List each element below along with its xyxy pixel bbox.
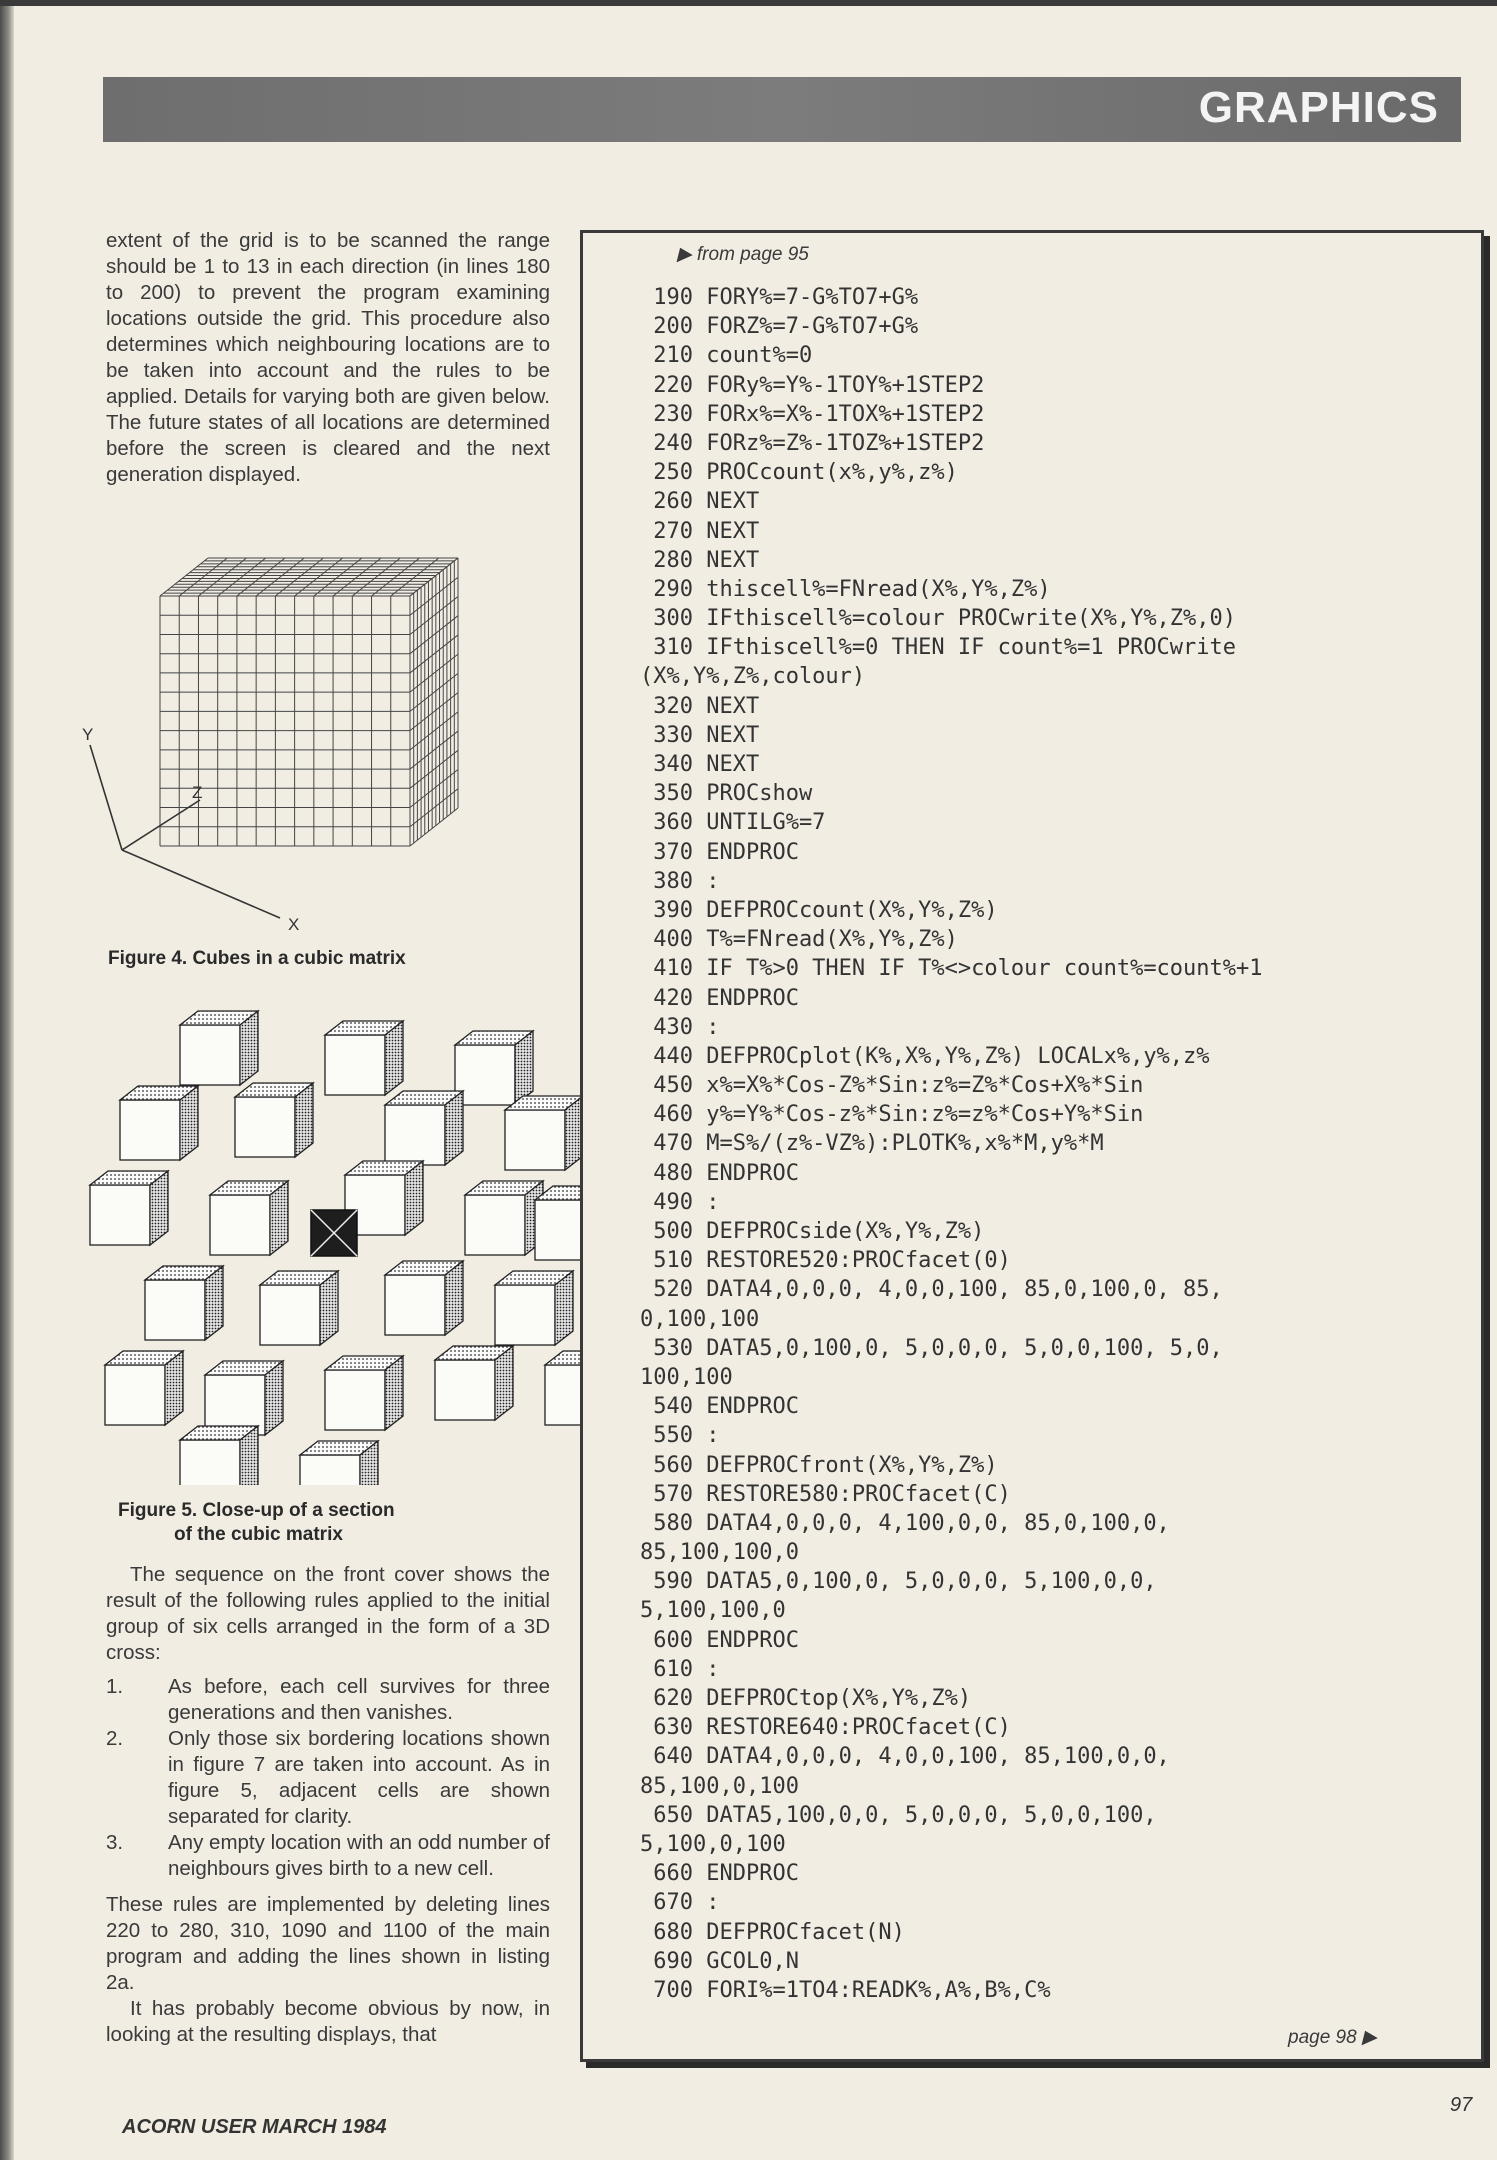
code-line: 210 count%=0 (640, 343, 813, 369)
to-page-note (1288, 2026, 1377, 2049)
code-line: 260 NEXT (640, 489, 760, 515)
code-line: 620 DEFPROCtop(X%,Y%,Z%) (640, 1686, 972, 1711)
page-number: 97 (1450, 2094, 1473, 2116)
code-line: 390 DEFPROCcount(X%,Y%,Z%) (640, 897, 998, 923)
code-line: 700 FORI%=1TO4:READK%,A%,B%,C% (640, 1977, 1051, 2003)
matrix-cube (210, 1181, 288, 1255)
matrix-cube (495, 1271, 573, 1345)
code-line: 190 FORY%=7-G%TO7+G% (640, 285, 919, 310)
code-line: 420 ENDPROC (640, 985, 799, 1011)
figure-4-cube-matrix (70, 500, 640, 940)
body-text-column (106, 1562, 550, 2048)
matrix-cube (180, 1011, 258, 1085)
rules-list (106, 1674, 550, 1882)
rule-text: Only those six bordering locations shown in figure 7 are taken into account. As in figure 5, adjacent cells are shown separated for clarity. (168, 1727, 550, 1828)
code-line: (X%,Y%,Z%,colour) (640, 664, 866, 690)
matrix-cube (465, 1181, 543, 1255)
code-line: 240 FORz%=Z%-1TOZ%+1STEP2 (640, 430, 985, 456)
code-line: 400 T%=FNread(X%,Y%,Z%) (640, 927, 958, 953)
matrix-cube (180, 1426, 258, 1485)
matrix-cube (105, 1351, 183, 1425)
axis-y-label: Y (82, 725, 94, 744)
center-cube (311, 1210, 357, 1256)
code-line: 670 : (640, 1890, 720, 1916)
code-line: 300 IFthiscell%=colour PROCwrite(X%,Y%,Z%,0) (640, 606, 1237, 632)
page-spine-shadow (0, 0, 14, 2160)
program-code (640, 283, 1263, 2005)
matrix-cube (90, 1171, 168, 1245)
implementation-paragraph: These rules are implemented by deleting lines 220 to 280, 310, 1090 and 1100 of the main program and adding the lines shown in listing 2a. (106, 1893, 550, 1994)
top-edge (0, 0, 1497, 6)
triangle-right-icon: ▶ (1361, 2027, 1377, 2048)
code-line: 85,100,100,0 (640, 1540, 799, 1566)
rule-item (106, 1726, 550, 1830)
code-line: 490 : (640, 1189, 720, 1215)
figure-4-caption: Figure 4. Cubes in a cubic matrix (108, 948, 406, 969)
code-line: 500 DEFPROCside(X%,Y%,Z%) (640, 1219, 985, 1244)
code-line: 660 ENDPROC (640, 1861, 799, 1887)
matrix-cube (260, 1271, 338, 1345)
code-line: 570 RESTORE580:PROCfacet(C) (640, 1481, 1011, 1507)
code-line: 640 DATA4,0,0,0, 4,0,0,100, 85,100,0,0, (640, 1744, 1170, 1770)
rule-number: 2. (106, 1727, 124, 1750)
code-line: 380 : (640, 868, 720, 894)
axis-x-label: X (288, 915, 300, 934)
code-line: 5,100,0,100 (640, 1831, 786, 1857)
code-line: 280 NEXT (640, 547, 760, 573)
rule-item (106, 1830, 550, 1882)
code-line: 0,100,100 (640, 1306, 760, 1332)
code-line: 600 ENDPROC (640, 1627, 799, 1653)
cube-wireframe (160, 558, 458, 846)
code-line: 590 DATA5,0,100,0, 5,0,0,0, 5,100,0,0, (640, 1569, 1157, 1595)
code-line: 270 NEXT (640, 518, 760, 544)
matrix-cube (435, 1346, 513, 1420)
rule-number: 3. (106, 1831, 124, 1854)
section-header-bar (103, 77, 1461, 142)
from-page-text: from page 95 (696, 244, 809, 265)
matrix-cube (505, 1096, 583, 1170)
matrix-cube (385, 1091, 463, 1165)
code-line: 470 M=S%/(z%-VZ%):PLOTK%,x%*M,y%*M (640, 1131, 1104, 1157)
section-title: GRAPHICS (1198, 83, 1439, 132)
code-line: 610 : (640, 1656, 720, 1682)
matrix-cube (205, 1361, 283, 1435)
code-line: 630 RESTORE640:PROCfacet(C) (640, 1715, 1011, 1741)
code-line: 480 ENDPROC (640, 1160, 799, 1186)
code-line: 450 x%=X%*Cos-Z%*Sin:z%=Z%*Cos+X%*Sin (640, 1073, 1144, 1099)
code-line: 310 IFthiscell%=0 THEN IF count%=1 PROCwrite (640, 635, 1237, 661)
code-line: 220 FORy%=Y%-1TOY%+1STEP2 (640, 372, 985, 398)
rule-number: 1. (106, 1675, 124, 1698)
code-line: 690 GCOL0,N (640, 1948, 799, 1974)
code-line: 370 ENDPROC (640, 839, 799, 865)
code-line: 540 ENDPROC (640, 1394, 799, 1420)
code-line: 580 DATA4,0,0,0, 4,100,0,0, 85,0,100,0, (640, 1510, 1170, 1536)
code-line: 5,100,100,0 (640, 1598, 786, 1624)
code-line: 320 NEXT (640, 693, 760, 719)
from-page-note (677, 243, 809, 266)
code-line: 440 DEFPROCplot(K%,X%,Y%,Z%) LOCALx%,y%,z% (640, 1043, 1210, 1069)
code-line: 100,100 (640, 1364, 733, 1390)
publication-footer: ACORN USER MARCH 1984 (122, 2116, 387, 2138)
code-line: 510 RESTORE520:PROCfacet(0) (640, 1248, 1011, 1274)
code-line: 650 DATA5,100,0,0, 5,0,0,0, 5,0,0,100, (640, 1802, 1157, 1828)
code-line: 550 : (640, 1423, 720, 1449)
matrix-cube (145, 1266, 223, 1340)
axis-z-label: Z (192, 783, 203, 802)
matrix-cube (300, 1441, 378, 1485)
code-line: 360 UNTILG%=7 (640, 810, 826, 836)
code-line: 460 y%=Y%*Cos-z%*Sin:z%=z%*Cos+Y%*Sin (640, 1102, 1144, 1128)
figure-5-caption (118, 1499, 395, 1547)
matrix-cube (235, 1083, 313, 1157)
rule-item (106, 1674, 550, 1726)
code-line: 230 FORx%=X%-1TOX%+1STEP2 (640, 401, 985, 427)
rule-text: Any empty location with an odd number of neighbours gives birth to a new cell. (168, 1831, 550, 1880)
code-line: 520 DATA4,0,0,0, 4,0,0,100, 85,0,100,0, 85, (640, 1277, 1223, 1303)
matrix-cube (385, 1261, 463, 1335)
rules-intro-paragraph: The sequence on the front cover shows the result of the following rules applied to the initial group of six cells arranged in the form of a 3D cross: (106, 1563, 550, 1664)
matrix-cube (325, 1021, 403, 1095)
closing-paragraph: It has probably become obvious by now, in looking at the resulting displays, that (106, 1997, 550, 2046)
code-line: 680 DEFPROCfacet(N) (640, 1919, 905, 1945)
to-page-text: page 98 (1288, 2027, 1357, 2048)
rule-text: As before, each cell survives for three generations and then vanishes. (168, 1675, 550, 1724)
code-line: 430 : (640, 1014, 720, 1040)
code-line: 330 NEXT (640, 722, 760, 748)
code-line: 85,100,0,100 (640, 1773, 799, 1799)
matrix-cube (455, 1031, 533, 1105)
code-line: 560 DEFPROCfront(X%,Y%,Z%) (640, 1452, 998, 1478)
figure-5-caption-line2: of the cubic matrix (174, 1524, 343, 1545)
matrix-cube (325, 1356, 403, 1430)
matrix-cube (120, 1086, 198, 1160)
figure-5-closeup (85, 985, 615, 1485)
code-line: 200 FORZ%=7-G%TO7+G% (640, 314, 919, 340)
code-line: 530 DATA5,0,100,0, 5,0,0,0, 5,0,0,100, 5,0, (640, 1335, 1223, 1361)
code-line: 410 IF T%>0 THEN IF T%<>colour count%=count%+1 (640, 956, 1263, 982)
code-line: 340 NEXT (640, 752, 760, 777)
axes (90, 745, 280, 918)
code-line: 290 thiscell%=FNread(X%,Y%,Z%) (640, 576, 1051, 602)
triangle-right-icon: ▶ (677, 244, 692, 265)
code-line: 250 PROCcount(x%,y%,z%) (640, 460, 958, 486)
code-line: 350 PROCshow (640, 781, 813, 807)
intro-paragraph: extent of the grid is to be scanned the range should be 1 to 13 in each direction (in lines 180 to 200) to prevent the program examining locations outside the grid. This procedure also determines which neighbouring locations are to be taken into account and the rules to be applied. Details for varying both are given below. The future states of all locations are determined before the screen is cleared and the next generation displayed. (106, 229, 550, 486)
figure-5-caption-line1: Figure 5. Close-up of a section (118, 1500, 395, 1521)
